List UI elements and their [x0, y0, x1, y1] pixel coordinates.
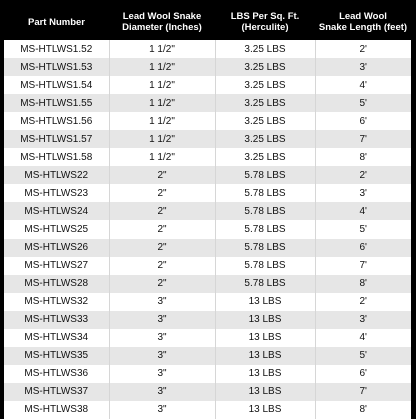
cell-diameter: 2"	[109, 184, 215, 202]
cell-diameter: 2"	[109, 257, 215, 275]
cell-length: 7'	[315, 383, 411, 401]
lead-wool-snake-spec-table	[4, 4, 411, 419]
cell-diameter: 1 1/2"	[109, 112, 215, 130]
table-row	[4, 202, 411, 220]
cell-weight: 5.78 LBS	[215, 166, 315, 184]
cell-diameter: 1 1/2"	[109, 76, 215, 94]
cell-part-number: MS-HTLWS22	[4, 166, 109, 184]
cell-diameter: 3"	[109, 365, 215, 383]
cell-diameter: 3"	[109, 347, 215, 365]
cell-weight: 5.78 LBS	[215, 239, 315, 257]
cell-weight: 13 LBS	[215, 311, 315, 329]
cell-diameter: 1 1/2"	[109, 58, 215, 76]
cell-weight: 3.25 LBS	[215, 148, 315, 166]
cell-weight: 3.25 LBS	[215, 58, 315, 76]
cell-weight: 5.78 LBS	[215, 202, 315, 220]
header-length	[315, 4, 411, 40]
header-length-line-1: Lead Wool	[339, 11, 387, 22]
cell-part-number: MS-HTLWS37	[4, 383, 109, 401]
table-row	[4, 257, 411, 275]
cell-weight: 3.25 LBS	[215, 130, 315, 148]
header-weight-line-2: (Herculite)	[241, 22, 289, 33]
cell-part-number: MS-HTLWS34	[4, 329, 109, 347]
cell-diameter: 2"	[109, 202, 215, 220]
cell-length: 5'	[315, 94, 411, 112]
cell-diameter: 1 1/2"	[109, 94, 215, 112]
cell-weight: 5.78 LBS	[215, 184, 315, 202]
cell-length: 8'	[315, 275, 411, 293]
cell-weight: 5.78 LBS	[215, 257, 315, 275]
cell-length: 8'	[315, 148, 411, 166]
cell-weight: 3.25 LBS	[215, 76, 315, 94]
table-row	[4, 58, 411, 76]
cell-part-number: MS-HTLWS1.58	[4, 148, 109, 166]
cell-weight: 3.25 LBS	[215, 112, 315, 130]
table-row	[4, 166, 411, 184]
cell-length: 2'	[315, 40, 411, 58]
cell-part-number: MS-HTLWS32	[4, 293, 109, 311]
cell-length: 7'	[315, 257, 411, 275]
header-weight-line-1: LBS Per Sq. Ft.	[230, 11, 300, 22]
cell-diameter: 3"	[109, 329, 215, 347]
cell-weight: 13 LBS	[215, 383, 315, 401]
table-row	[4, 94, 411, 112]
cell-length: 2'	[315, 166, 411, 184]
cell-weight: 13 LBS	[215, 365, 315, 383]
spec-table-frame	[4, 4, 411, 416]
header-part-number	[4, 4, 109, 40]
cell-part-number: MS-HTLWS1.55	[4, 94, 109, 112]
header-diameter-line-1: Lead Wool Snake	[122, 11, 202, 22]
table-row	[4, 275, 411, 293]
table-row	[4, 293, 411, 311]
cell-length: 6'	[315, 239, 411, 257]
cell-diameter: 1 1/2"	[109, 40, 215, 58]
cell-length: 4'	[315, 329, 411, 347]
cell-diameter: 3"	[109, 383, 215, 401]
cell-part-number: MS-HTLWS1.54	[4, 76, 109, 94]
cell-length: 4'	[315, 76, 411, 94]
cell-diameter: 3"	[109, 293, 215, 311]
cell-length: 5'	[315, 220, 411, 238]
table-row	[4, 148, 411, 166]
cell-part-number: MS-HTLWS25	[4, 220, 109, 238]
cell-length: 5'	[315, 347, 411, 365]
header-diameter-line-2: Diameter (Inches)	[122, 22, 202, 33]
table-row	[4, 365, 411, 383]
table-row	[4, 329, 411, 347]
cell-length: 3'	[315, 184, 411, 202]
cell-part-number: MS-HTLWS36	[4, 365, 109, 383]
cell-part-number: MS-HTLWS1.57	[4, 130, 109, 148]
cell-diameter: 1 1/2"	[109, 148, 215, 166]
cell-diameter: 2"	[109, 239, 215, 257]
cell-weight: 3.25 LBS	[215, 40, 315, 58]
cell-part-number: MS-HTLWS23	[4, 184, 109, 202]
cell-weight: 13 LBS	[215, 401, 315, 419]
cell-weight: 13 LBS	[215, 347, 315, 365]
cell-length: 6'	[315, 365, 411, 383]
table-row	[4, 40, 411, 58]
cell-diameter: 3"	[109, 401, 215, 419]
cell-diameter: 2"	[109, 275, 215, 293]
cell-part-number: MS-HTLWS38	[4, 401, 109, 419]
table-row	[4, 184, 411, 202]
cell-weight: 5.78 LBS	[215, 220, 315, 238]
cell-length: 2'	[315, 293, 411, 311]
cell-part-number: MS-HTLWS24	[4, 202, 109, 220]
header-part-number-line-1: Part Number	[27, 16, 85, 28]
header-weight	[215, 4, 315, 40]
table-row	[4, 383, 411, 401]
cell-weight: 13 LBS	[215, 329, 315, 347]
table-row	[4, 347, 411, 365]
header-row	[4, 4, 411, 40]
table-row	[4, 130, 411, 148]
table-body	[4, 40, 411, 419]
cell-length: 7'	[315, 130, 411, 148]
cell-length: 3'	[315, 311, 411, 329]
cell-diameter: 2"	[109, 220, 215, 238]
cell-diameter: 2"	[109, 166, 215, 184]
cell-part-number: MS-HTLWS28	[4, 275, 109, 293]
cell-weight: 3.25 LBS	[215, 94, 315, 112]
cell-diameter: 1 1/2"	[109, 130, 215, 148]
cell-length: 3'	[315, 58, 411, 76]
cell-diameter: 3"	[109, 311, 215, 329]
cell-part-number: MS-HTLWS27	[4, 257, 109, 275]
table-row	[4, 401, 411, 419]
cell-part-number: MS-HTLWS1.52	[4, 40, 109, 58]
cell-weight: 13 LBS	[215, 293, 315, 311]
cell-part-number: MS-HTLWS26	[4, 239, 109, 257]
table-row	[4, 112, 411, 130]
table-row	[4, 220, 411, 238]
cell-part-number: MS-HTLWS1.53	[4, 58, 109, 76]
header-diameter	[109, 4, 215, 40]
table-row	[4, 311, 411, 329]
table-header	[4, 4, 411, 40]
cell-part-number: MS-HTLWS1.56	[4, 112, 109, 130]
cell-length: 6'	[315, 112, 411, 130]
cell-length: 8'	[315, 401, 411, 419]
table-row	[4, 76, 411, 94]
cell-part-number: MS-HTLWS35	[4, 347, 109, 365]
table-row	[4, 239, 411, 257]
cell-weight: 5.78 LBS	[215, 275, 315, 293]
cell-length: 4'	[315, 202, 411, 220]
header-length-line-2: Snake Length (feet)	[318, 22, 408, 33]
cell-part-number: MS-HTLWS33	[4, 311, 109, 329]
